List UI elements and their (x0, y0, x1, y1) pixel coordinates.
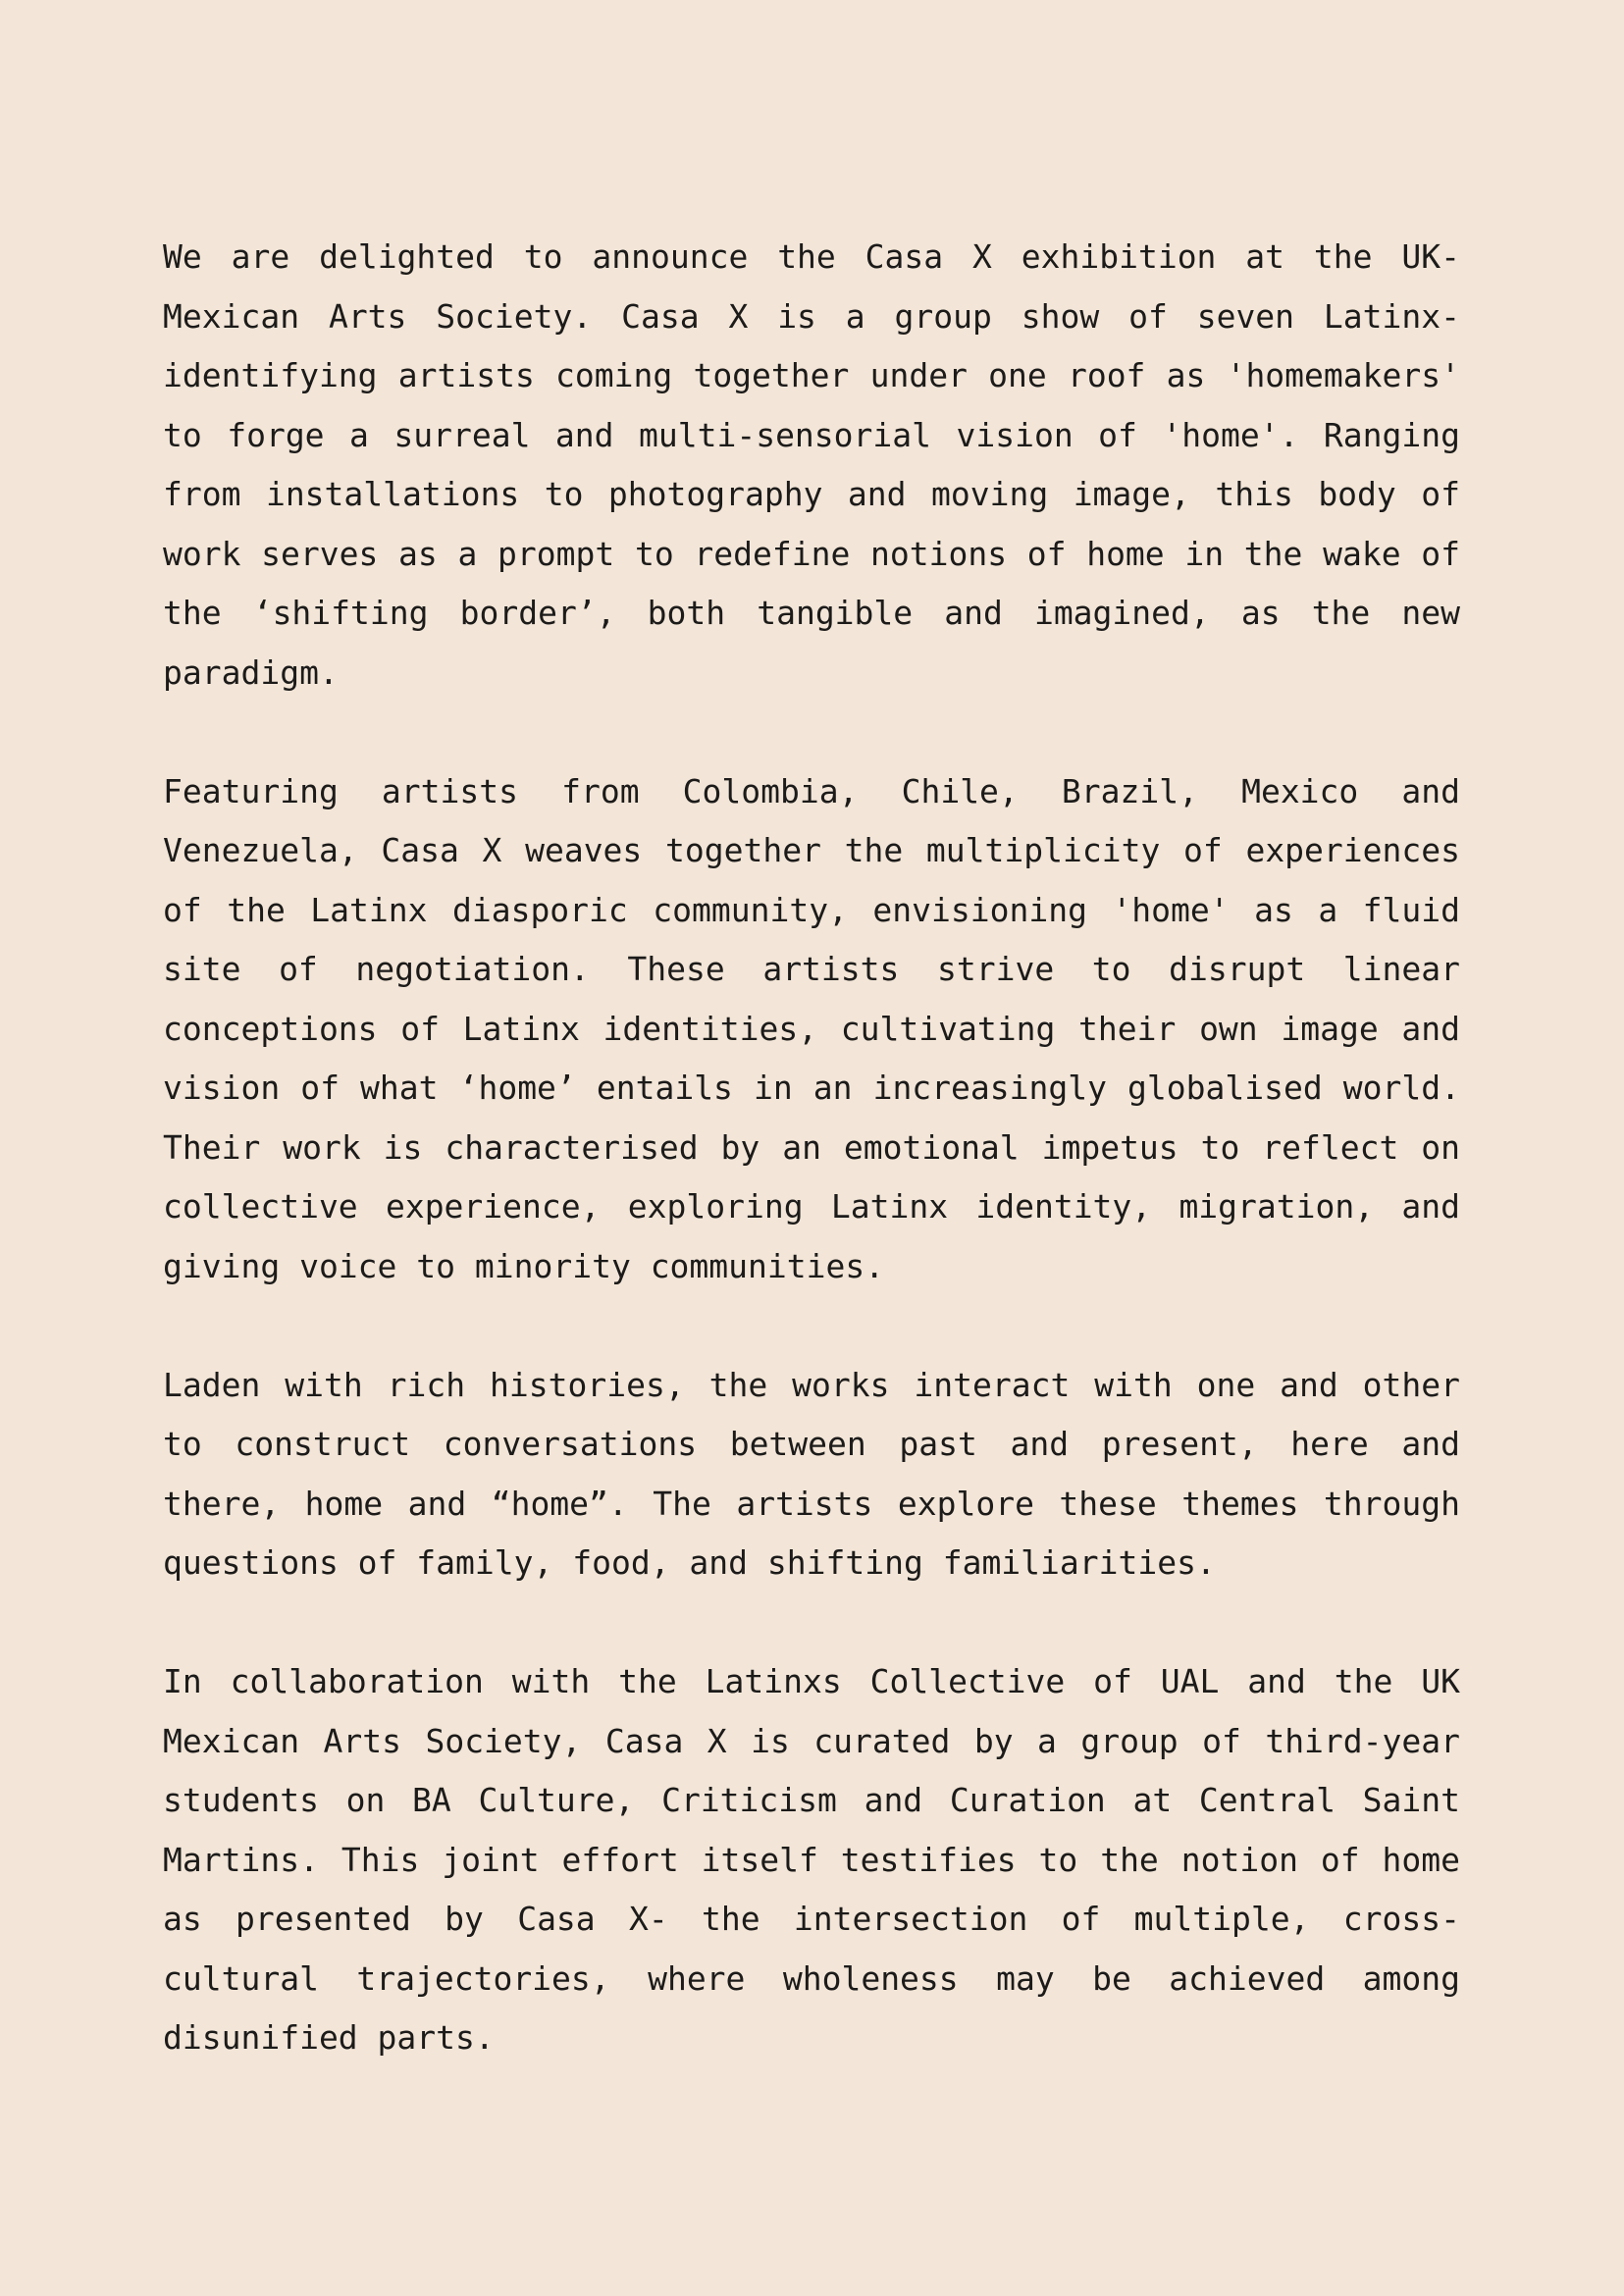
collaboration-paragraph: In collaboration with the Latinxs Collective of UAL and the UK Mexican Arts Society, Casa X is curated by a group of third-year students on BA Culture, Criticism and Curation at Central Saint Martins. This joint effort itself testifies to the notion of home as presented by Casa X- the intersection of multiple, cross-cultural trajectories, where wholeness may be achieved among disunified parts. (163, 1662, 1460, 2057)
intro-paragraph: We are delighted to announce the Casa X exhibition at the UK-Mexican Arts Society. Casa X is a group show of seven Latinx-identifying artists coming together under one roof as 'homemakers' to forge a surreal and multi-sensorial vision of 'home'. Ranging from installations to photography and moving image, this body of work serves as a prompt to redefine notions of home in the wake of the ‘shifting border’, both tangible and imagined, as the new paradigm. (163, 237, 1460, 692)
artists-paragraph: Featuring artists from Colombia, Chile, Brazil, Mexico and Venezuela, Casa X weaves together the multiplicity of experiences of the Latinx diasporic community, envisioning 'home' as a fluid site of negotiation. These artists strive to disrupt linear conceptions of Latinx identities, cultivating their own image and vision of what ‘home’ entails in an increasingly globalised world. Their work is characterised by an emotional impetus to reflect on collective experience, exploring Latinx identity, migration, and giving voice to minority communities. (163, 771, 1460, 1285)
themes-paragraph: Laden with rich histories, the works interact with one and other to construct conversations between past and present, here and there, home and “home”. The artists explore these themes through questions of family, food, and shifting familiarities. (163, 1365, 1460, 1582)
document-body (163, 228, 1460, 2068)
